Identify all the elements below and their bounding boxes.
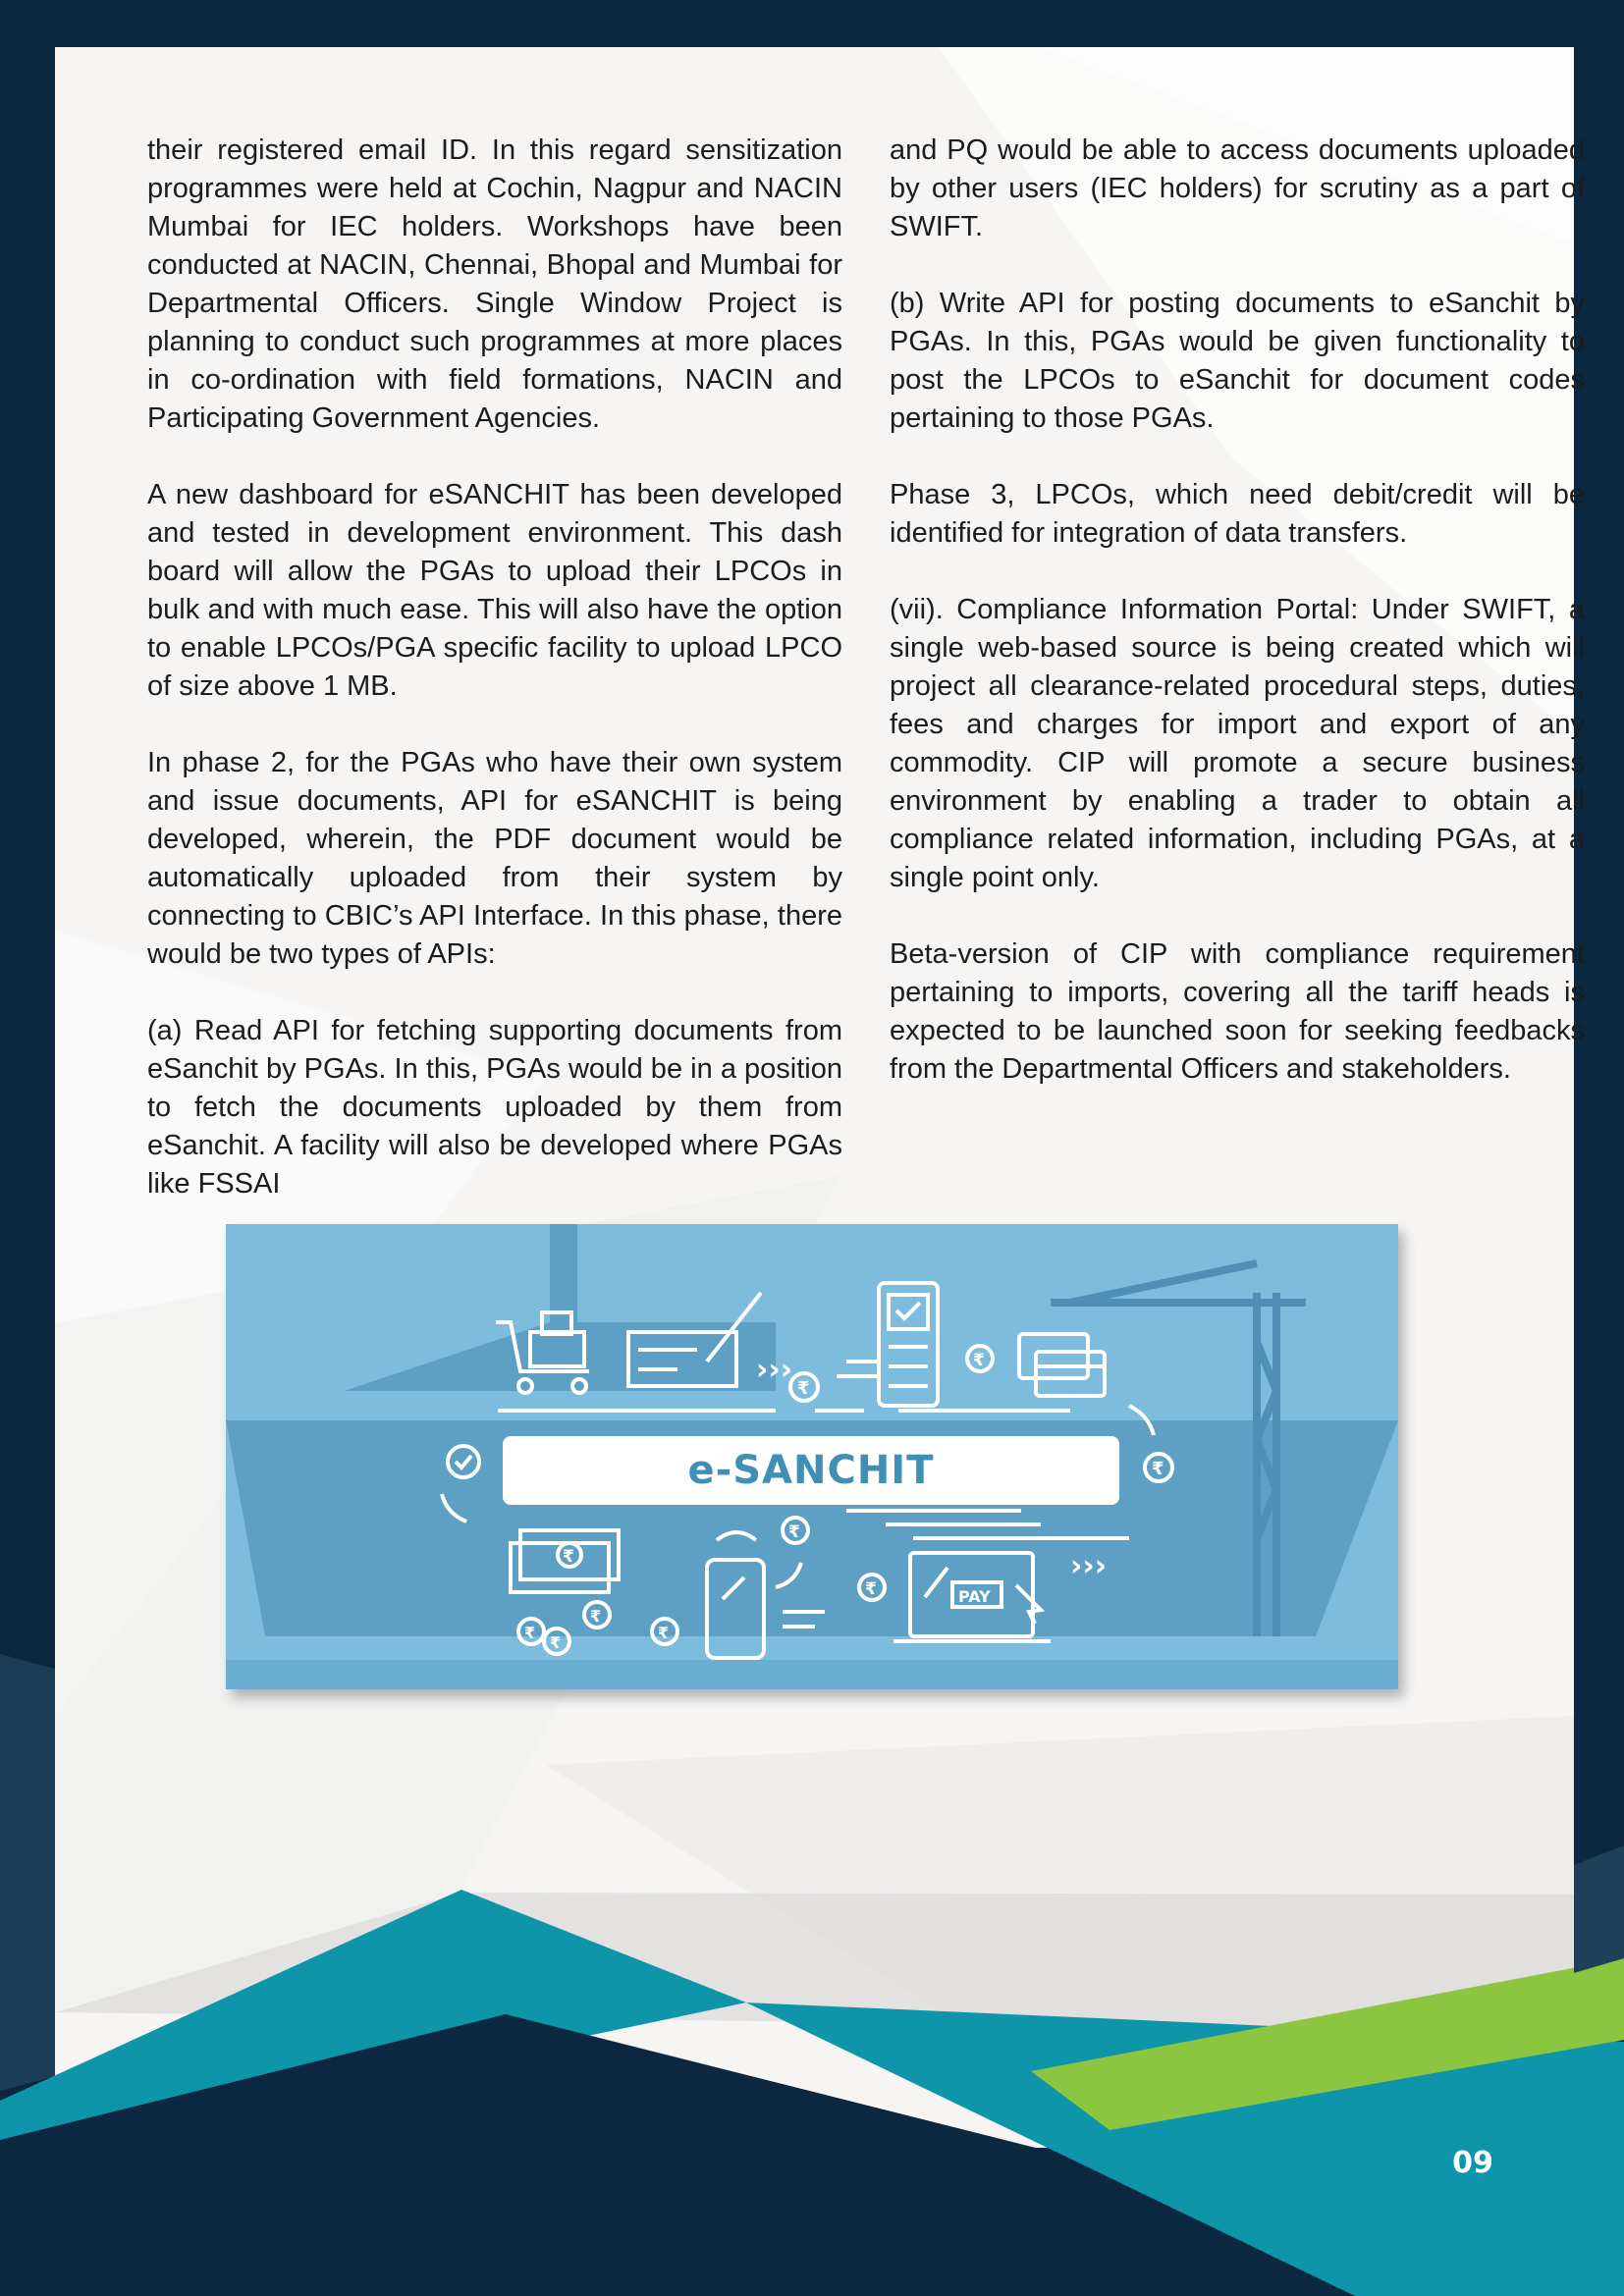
paragraph: (vii). Compliance Information Portal: Under SWIFT, a single web-based source is being created which will project all clearance-related procedural steps, duties, fees and charges for import and export of any commodity. CIP will promote a secure business environment by enabling a trader to obtain all compliance related information, including PGAs, at a single point only. (890, 594, 1585, 893)
rupee-symbol: ₹ (865, 1579, 877, 1599)
rupee-symbol: ₹ (1152, 1459, 1164, 1479)
paragraph: (b) Write API for posting documents to eSanchit by PGAs. In this, PGAs would be given functionality to post the LPCOs to eSanchit for document codes pertaining to those PGAs. (890, 288, 1585, 434)
rupee-symbol: ₹ (788, 1522, 800, 1542)
rupee-symbol: ₹ (973, 1351, 985, 1370)
paragraph: A new dashboard for eSANCHIT has been developed and tested in development environment. This dash board will allow the PGAs to upload their LPCOs in bulk and with much ease. This will also have the option to enable LPCOs/PGA specific facility to upload LPCO of size above 1 MB. (147, 479, 842, 702)
paragraph: In phase 2, for the PGAs who have their own system and issue documents, API for eSANCHIT is being developed, wherein, the PDF document would be automatically uploaded from their system by connecting to CBIC’s API Interface. In this phase, there would be two types of APIs: (147, 747, 842, 970)
page-number: 09 (1452, 2146, 1493, 2180)
paragraph: Beta-version of CIP with compliance requirement pertaining to imports, covering all the tariff heads is expected to be launched soon for seeking feedbacks from the Departmental Officers and stakeholders. (890, 938, 1585, 1085)
rupee-symbol: ₹ (563, 1547, 574, 1567)
footer-navy-edge (1574, 1845, 1624, 1973)
paragraph: their registered email ID. In this regard sensitization programmes were held at Cochin, Nagpur and NACIN Mumbai for IEC holders. Workshops have been conducted at NACIN, Chennai, Bhopal and Mumbai for Departmental Officers. Single Window Project is planning to conduct such programmes at more places in co-ordination with field formations, NACIN and Participating Government Agencies. (147, 134, 842, 434)
esanchit-banner (226, 1224, 1398, 1689)
rupee-symbol: ₹ (797, 1378, 810, 1399)
rupee-symbol: ₹ (524, 1624, 536, 1642)
pay-label: PAY (958, 1587, 991, 1606)
banner-title: e-SANCHIT (503, 1436, 1119, 1505)
rupee-symbol: ₹ (658, 1624, 670, 1642)
paragraph: and PQ would be able to access documents uploaded by other users (IEC holders) for scrutiny as a part of SWIFT. (890, 134, 1585, 242)
rupee-symbol: ₹ (590, 1607, 602, 1626)
footer-left-band (0, 1654, 55, 2091)
arrow-chevrons: ››› (756, 1353, 793, 1387)
arrow-chevrons: ››› (1070, 1549, 1108, 1583)
paragraph: (a) Read API for fetching supporting documents from eSanchit by PGAs. In this, PGAs would be in a position to fetch the documents uploaded by them from eSanchit. A facility will also be developed where PGAs like FSSAI (147, 1015, 842, 1200)
paragraph: Phase 3, LPCOs, which need debit/credit will be identified for integration of data transfers. (890, 479, 1585, 549)
rupee-symbol: ₹ (550, 1633, 562, 1652)
